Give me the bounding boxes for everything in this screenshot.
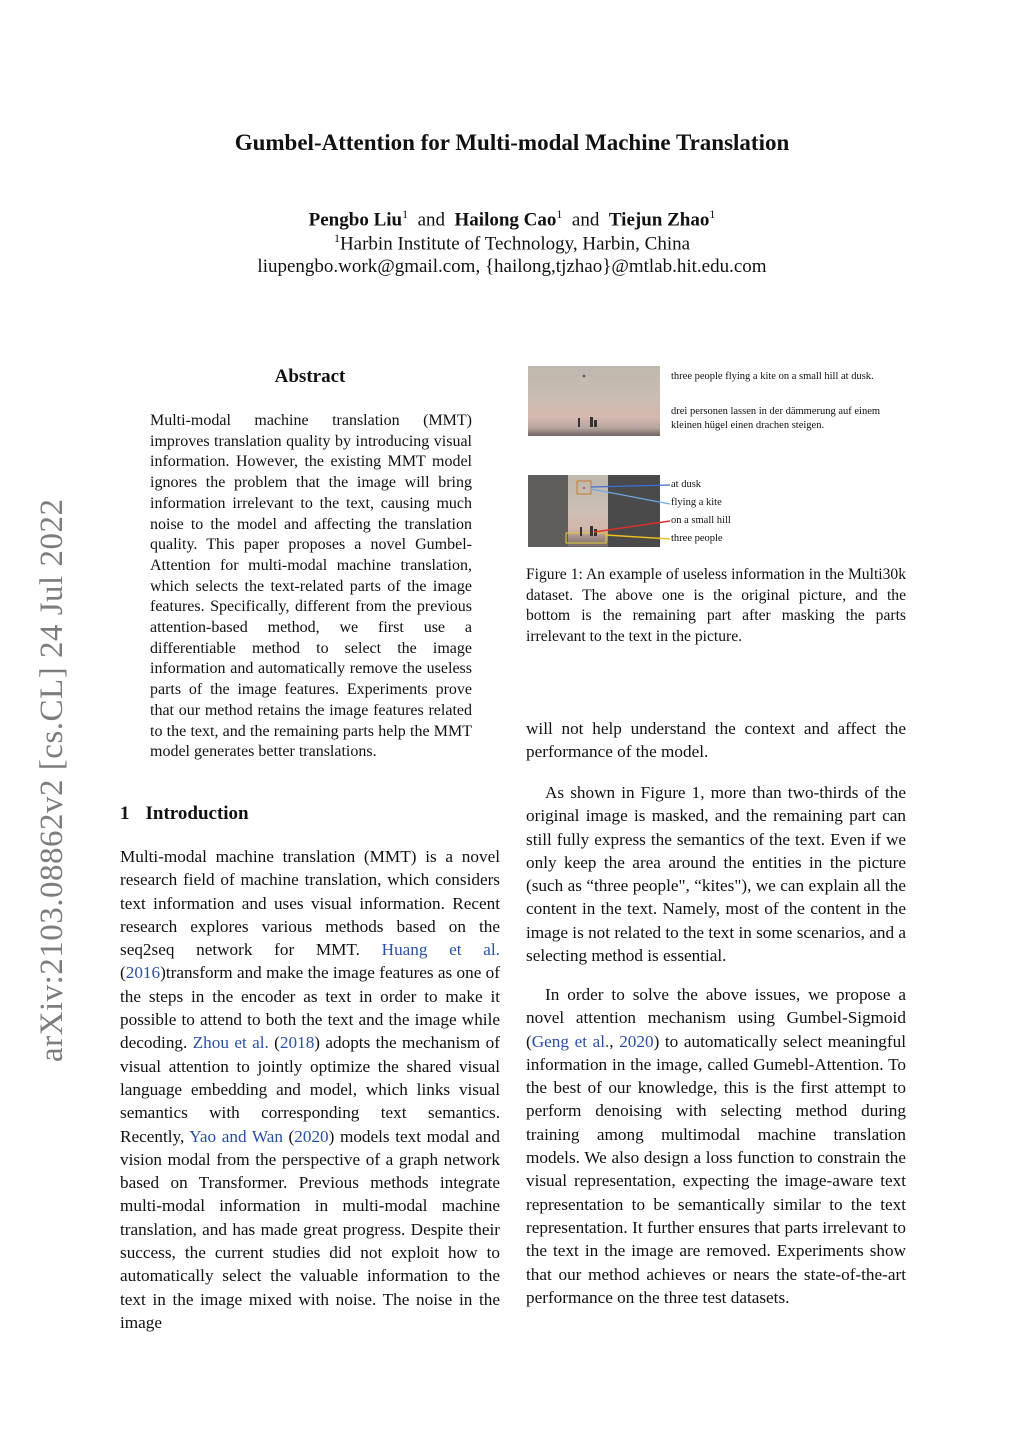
text-run: (: [268, 1033, 280, 1053]
citation-link[interactable]: Yao and Wan: [189, 1126, 283, 1146]
figure-label-flying-a-kite: flying a kite: [671, 497, 722, 508]
figure-label-at-dusk: at dusk: [671, 479, 702, 490]
section-heading: [120, 803, 249, 825]
affiliation: Harbin Institute of Technology, Harbin, China: [339, 233, 691, 255]
figure-original-image: [528, 366, 660, 436]
citation-year-link[interactable]: 2020: [294, 1126, 329, 1146]
annotation-line-flying-a-kite: [591, 489, 670, 504]
figure-label-on-a-small-hill: on a small hill: [671, 515, 731, 526]
text-run: ) to automatically select meaningful information in the image, called Gumebl-Attention. To the best of our knowledge, this is the first attempt to perform denoising with selecting method during training among multimodal machine translation models. We also design a loss function to constrain the visual representation, expecting the image-aware text representation to be semantically similar to the text representation. It further ensures that parts irrelevant to the text in the image are removed. Experiments show that our method achieves or nears the state-of-the-art performance on the three test datasets.: [526, 1031, 906, 1307]
annotation-line-at-dusk: [591, 485, 670, 487]
and-word: and: [571, 209, 600, 231]
text-run: In order to solve the above issues, we propose a novel attention mechanism using Gumbel-Sigmoid (: [526, 985, 906, 1051]
section-title: Introduction: [145, 803, 249, 824]
and-word: and: [417, 209, 446, 231]
intro-paragraph-3: [526, 983, 906, 1309]
annotation-line-three-people: [606, 535, 670, 539]
author-name: Hailong Cao: [454, 209, 557, 231]
abstract-body: Multi-modal machine translation (MMT) improves translation quality by introducing visual information. However, the existing MMT model ignores the problem that the image will bring information irrelevant to the text, causing much noise to the model and affecting the translation quality. This paper proposes a novel Gumbel-Attention for multi-modal machine translation, which selects the text-related parts of the image features. Specifically, different from the previous attention-based method, we first use a differentiable method to select the image information and automatically remove the useless parts of the image features. Experiments prove that our method retains the image features related to the text, and the remaining parts help the MMT model generates better translations.: [150, 412, 472, 761]
text-run: (: [282, 1126, 295, 1146]
author-sup: 1: [556, 207, 563, 221]
figure-label-three-people: three people: [671, 533, 723, 544]
text-run: ) models text modal and vision modal from the perspective of a graph network based on Transformer. Previous methods integrate multi-modal information in multi-modal machine translation, and has made great progress. Despite their success, the current studies did not exploit how to automatically select the valuable information to the text in the image mixed with noise. The noise in the image: [120, 1126, 500, 1332]
affiliation-sup: 1: [333, 231, 340, 245]
citation-year-link[interactable]: 2018: [279, 1033, 315, 1053]
hill-highlight-box: [566, 533, 606, 543]
text-run: ,: [609, 1031, 620, 1051]
section-number: 1: [120, 803, 130, 824]
affiliation-line: [0, 231, 1024, 255]
abstract-heading: Abstract: [274, 366, 346, 387]
intro-paragraph-1: [120, 845, 500, 1334]
citation-link[interactable]: Huang et al.: [381, 940, 500, 960]
arxiv-stamp: arXiv:2103.08862v2 [cs.CL] 24 Jul 2022: [34, 498, 70, 1062]
figure-1-caption: Figure 1: An example of useless information in the Multi30k dataset. The above one is the original picture, and the bottom is the remaining part after masking the parts irrelevant to the text in the picture.: [526, 566, 906, 646]
figure-scene: [528, 366, 660, 436]
arxiv-stamp-container: [28, 462, 68, 1062]
person-figure: [590, 417, 593, 427]
author-sup: 1: [402, 207, 409, 221]
person-figure: [594, 420, 597, 427]
person-figure: [590, 526, 593, 536]
paper-title: Gumbel-Attention for Multi-modal Machine Translation: [234, 130, 790, 155]
kite-mark: [583, 375, 586, 378]
author-line: [0, 207, 1024, 231]
citation-link[interactable]: Zhou et al.: [192, 1033, 269, 1053]
text-run: Multi-modal machine translation (MMT) is a novel research field of machine translation, which considers text information and uses visual information. Recent research explores various methods based on the seq2seq network for MMT.: [120, 847, 500, 960]
person-figure: [580, 527, 582, 536]
author-emails: liupengbo.work@gmail.com, {hailong,tjzhao}@mtlab.hit.edu.com: [257, 256, 767, 277]
intro-paragraph-1-continued: will not help understand the context and affect the performance of the model.: [526, 719, 906, 762]
intro-paragraph-2: As shown in Figure 1, more than two-thirds of the original image is masked, and the remaining part can still fully express the semantics of the text. Even if we only keep the area around the entities in the picture (such as “three people", “kites"), we can explain all the content in the text. Namely, most of the content in the image is not related to the text in some scenarios, and a selecting method is essential.: [526, 783, 906, 966]
person-figure: [578, 418, 580, 427]
figure-annotation-lines: [528, 475, 673, 550]
citation-year-link[interactable]: 2016: [125, 963, 161, 983]
annotation-line-on-a-small-hill: [594, 521, 670, 532]
kite-mark: [583, 487, 585, 489]
text-run: ) adopts the mechanism of visual attention to jointly optimize the shared visual language embedding and model, which links visual semantics with corresponding text semantics. Recently,: [120, 1033, 500, 1146]
figure-caption-german: drei personen lassen in der dämmerung auf einem kleinen hügel einen drachen steigen.: [671, 406, 881, 431]
author-sup: 1: [709, 207, 716, 221]
author-name: Pengbo Liu: [308, 209, 403, 231]
text-run: (: [120, 963, 126, 983]
author-name: Tiejun Zhao: [608, 209, 710, 231]
text-run: )transform and make the image features as one of the steps in the encoder as text in order to make it possible to attend to both the text and the image while decoding.: [120, 963, 500, 1053]
citation-year-link[interactable]: 2020: [619, 1031, 654, 1051]
citation-link[interactable]: Geng et al.: [531, 1031, 610, 1051]
figure-caption-english: three people flying a kite on a small hill at dusk.: [671, 371, 874, 382]
